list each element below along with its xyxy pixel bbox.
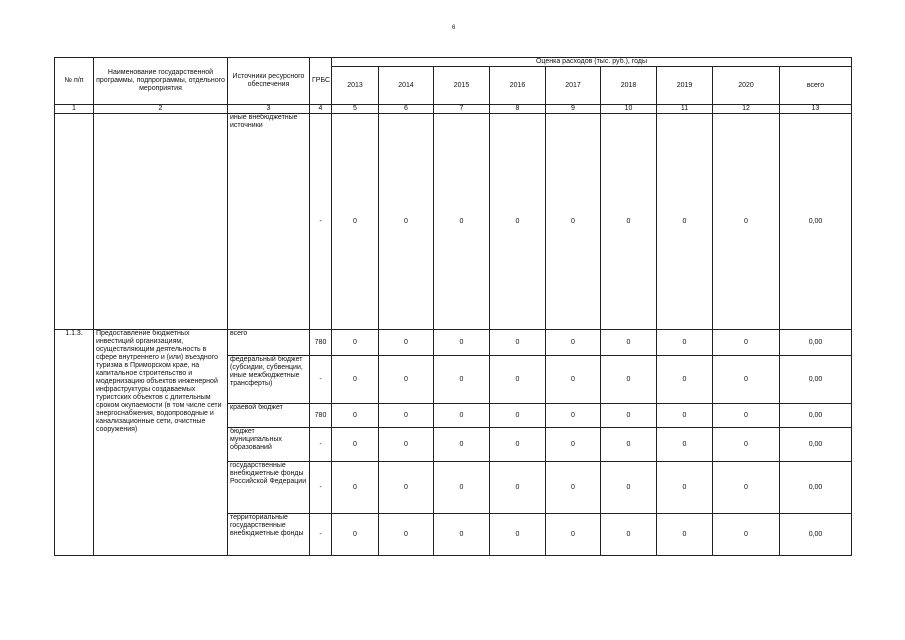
table-row	[55, 330, 852, 356]
value-cell: 0	[379, 330, 434, 356]
column-index: 2	[94, 105, 228, 114]
column-index: 6	[379, 105, 434, 114]
value-cell: 0	[713, 330, 780, 356]
source-cell: бюджет муниципальных образований	[228, 428, 310, 462]
header-year: 2013	[332, 67, 379, 105]
budget-table	[54, 57, 852, 556]
value-cell: 0	[434, 114, 490, 330]
column-index: 5	[332, 105, 379, 114]
value-cell: 0	[434, 462, 490, 514]
value-cell: 0	[379, 514, 434, 556]
column-index: 10	[601, 105, 657, 114]
value-cell: 0	[657, 356, 713, 404]
value-cell: 0	[657, 330, 713, 356]
source-cell: всего	[228, 330, 310, 356]
source-cell: федеральный бюджет (субсидии, субвенции, иные межбюджетные трансферты)	[228, 356, 310, 404]
value-cell: 0,00	[780, 114, 852, 330]
value-cell: 0	[379, 428, 434, 462]
column-index: 7	[434, 105, 490, 114]
value-cell: 0,00	[780, 356, 852, 404]
value-cell: 0	[332, 462, 379, 514]
value-cell: 0	[332, 514, 379, 556]
grbs-cell: 780	[310, 330, 332, 356]
value-cell: 0	[332, 114, 379, 330]
header-number: № п/п	[55, 58, 94, 105]
value-cell: 0	[490, 514, 546, 556]
value-cell: 0	[546, 428, 601, 462]
grbs-cell: 780	[310, 404, 332, 428]
value-cell: 0	[490, 404, 546, 428]
header-row-top	[55, 58, 852, 67]
value-cell: 0,00	[780, 330, 852, 356]
source-cell: иные внебюджетные источники	[228, 114, 310, 330]
value-cell: 0	[546, 356, 601, 404]
value-cell: 0	[601, 114, 657, 330]
value-cell: 0	[713, 428, 780, 462]
value-cell: 0,00	[780, 462, 852, 514]
value-cell: 0	[713, 114, 780, 330]
value-cell: 0	[601, 462, 657, 514]
column-index: 9	[546, 105, 601, 114]
value-cell: 0	[379, 404, 434, 428]
value-cell: 0	[490, 462, 546, 514]
measure-name: Предоставление бюджетных инвестиций организациям, осуществляющим деятельность в сфере внутреннего и (или) въездного туризма в Приморском крае, на капитальное строительство и модернизацию объектов инженерной инфраструктуры создаваемых туристских объектов с длительным сроком окупаемости (в том числе сети энергоснабжения, водопроводные и канализационные сети, очистные сооружения)	[94, 330, 228, 556]
value-cell: 0	[546, 114, 601, 330]
value-cell: 0	[601, 514, 657, 556]
header-year: всего	[780, 67, 852, 105]
value-cell: 0	[332, 356, 379, 404]
value-cell: 0	[713, 404, 780, 428]
value-cell: 0	[332, 330, 379, 356]
value-cell: 0	[490, 114, 546, 330]
header-source: Источники ресурсного обеспечения	[228, 58, 310, 105]
row-name-empty	[94, 114, 228, 330]
grbs-cell: -	[310, 514, 332, 556]
column-index-row	[55, 105, 852, 114]
value-cell: 0	[490, 356, 546, 404]
value-cell: 0	[546, 514, 601, 556]
header-year: 2016	[490, 67, 546, 105]
value-cell: 0	[713, 462, 780, 514]
value-cell: 0	[657, 428, 713, 462]
column-index: 12	[713, 105, 780, 114]
value-cell: 0	[546, 330, 601, 356]
grbs-cell: -	[310, 114, 332, 330]
value-cell: 0	[546, 404, 601, 428]
value-cell: 0	[601, 404, 657, 428]
value-cell: 0	[379, 462, 434, 514]
column-index: 1	[55, 105, 94, 114]
value-cell: 0	[657, 114, 713, 330]
header-estimate: Оценка расходов (тыс. руб.), годы	[332, 58, 852, 67]
header-year: 2015	[434, 67, 490, 105]
header-year: 2014	[379, 67, 434, 105]
value-cell: 0,00	[780, 514, 852, 556]
value-cell: 0,00	[780, 428, 852, 462]
value-cell: 0	[434, 428, 490, 462]
value-cell: 0	[490, 330, 546, 356]
value-cell: 0	[379, 114, 434, 330]
source-cell: краевой бюджет	[228, 404, 310, 428]
column-index: 3	[228, 105, 310, 114]
value-cell: 0	[434, 356, 490, 404]
value-cell: 0,00	[780, 404, 852, 428]
header-year: 2019	[657, 67, 713, 105]
value-cell: 0	[713, 356, 780, 404]
grbs-cell: -	[310, 428, 332, 462]
column-index: 4	[310, 105, 332, 114]
value-cell: 0	[713, 514, 780, 556]
measure-number: 1.1.3.	[55, 330, 94, 556]
header-name: Наименование государственной программы, подпрограммы, отдельного мероприятия	[94, 58, 228, 105]
value-cell: 0	[434, 330, 490, 356]
value-cell: 0	[434, 514, 490, 556]
value-cell: 0	[546, 462, 601, 514]
row-number-empty	[55, 114, 94, 330]
header-year: 2018	[601, 67, 657, 105]
value-cell: 0	[601, 330, 657, 356]
header-year: 2020	[713, 67, 780, 105]
value-cell: 0	[657, 514, 713, 556]
value-cell: 0	[332, 404, 379, 428]
column-index: 13	[780, 105, 852, 114]
source-cell: территориальные государственные внебюджетные фонды	[228, 514, 310, 556]
source-cell: государственные внебюджетные фонды Российской Федерации	[228, 462, 310, 514]
value-cell: 0	[332, 428, 379, 462]
value-cell: 0	[434, 404, 490, 428]
table-row	[55, 114, 852, 330]
grbs-cell: -	[310, 462, 332, 514]
header-year: 2017	[546, 67, 601, 105]
value-cell: 0	[379, 356, 434, 404]
column-index: 8	[490, 105, 546, 114]
value-cell: 0	[657, 462, 713, 514]
value-cell: 0	[657, 404, 713, 428]
value-cell: 0	[601, 356, 657, 404]
header-grbs: ГРБС	[310, 58, 332, 105]
page-marker: 6	[452, 25, 456, 31]
column-index: 11	[657, 105, 713, 114]
grbs-cell: -	[310, 356, 332, 404]
value-cell: 0	[490, 428, 546, 462]
value-cell: 0	[601, 428, 657, 462]
